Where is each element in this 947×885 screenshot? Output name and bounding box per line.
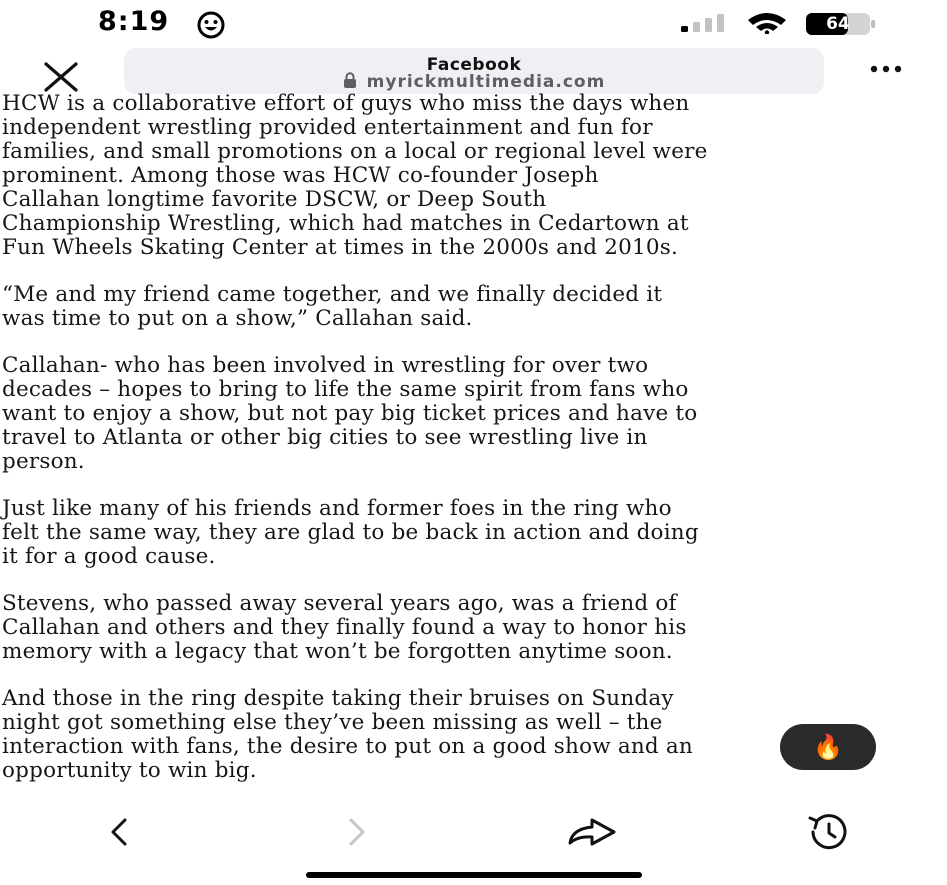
status-bar [0,0,947,44]
reaction-button[interactable] [780,724,876,770]
lock-icon [343,72,357,88]
wifi-icon [746,12,788,34]
history-button[interactable] [804,812,854,852]
text-line: “Me and my friend came together, and we finally decided it [2,282,663,307]
text-line: interaction with fans, the desire to put on a good show and an [2,734,693,759]
text-line: And those in the ring despite taking their bruises on Sunday [2,686,674,711]
site-url-row [124,72,824,92]
back-button[interactable] [96,812,142,852]
text-line: Callahan longtime favorite DSCW, or Deep South [2,187,547,212]
text-line: prominent. Among those was HCW co-founder Joseph [2,163,599,188]
smiley-face-icon [196,10,226,40]
history-clock-icon [810,816,845,848]
text-line: person. [2,449,85,474]
share-arrow-icon [570,820,614,844]
battery-indicator [805,12,877,36]
text-line: HCW is a collaborative effort of guys who miss the days when [2,91,690,116]
article-paragraph [2,354,947,474]
share-button[interactable] [566,812,620,852]
text-line: Callahan and others and they finally found a way to honor his [2,615,687,640]
status-time: 8:19 [98,6,170,37]
fire-icon: 🔥 [813,733,843,761]
bottom-toolbar [0,800,947,860]
text-line: memory with a legacy that won’t be forgotten anytime soon. [2,639,673,664]
article-paragraph [2,592,947,664]
site-title: Facebook [426,55,522,75]
text-line: it for a good cause. [2,544,216,569]
text-line: Just like many of his friends and former foes in the ring who [2,496,672,521]
chevron-left-icon [113,820,125,844]
article-body [2,92,947,806]
text-line: felt the same way, they are glad to be back in action and doing [2,520,699,545]
battery-level: 64 [826,14,850,34]
article-paragraph [2,92,947,260]
more-options-button[interactable] [866,62,906,76]
cellular-signal-icon [681,14,729,32]
text-line: want to enjoy a show, but not pay big ticket prices and have to [2,401,698,426]
text-line: Fun Wheels Skating Center at times in the 2000s and 2010s. [2,235,679,260]
text-line: Callahan- who has been involved in wrestling for over two [2,353,649,378]
article-paragraph [2,497,947,569]
text-line: opportunity to win big. [2,758,257,783]
text-line: decades – hopes to bring to life the same spirit from fans who [2,377,689,402]
home-indicator[interactable] [306,872,642,878]
address-bar[interactable] [124,48,824,94]
text-line: travel to Atlanta or other big cities to see wrestling live in [2,425,648,450]
text-line: Stevens, who passed away several years ago, was a friend of [2,591,677,616]
chevron-right-icon [351,820,363,844]
text-line: independent wrestling provided entertainment and fun for [2,115,653,140]
text-line: night got something else they’ve been missing as well – the [2,710,663,735]
forward-button[interactable] [334,812,380,852]
site-url: myrickmultimedia.com [366,72,606,92]
text-line: Championship Wrestling, which had matches in Cedartown at [2,211,689,236]
article-paragraph [2,283,947,331]
text-line: families, and small promotions on a local or regional level were [2,139,708,164]
browser-header [0,44,947,94]
text-line: was time to put on a show,” Callahan said. [2,306,473,331]
